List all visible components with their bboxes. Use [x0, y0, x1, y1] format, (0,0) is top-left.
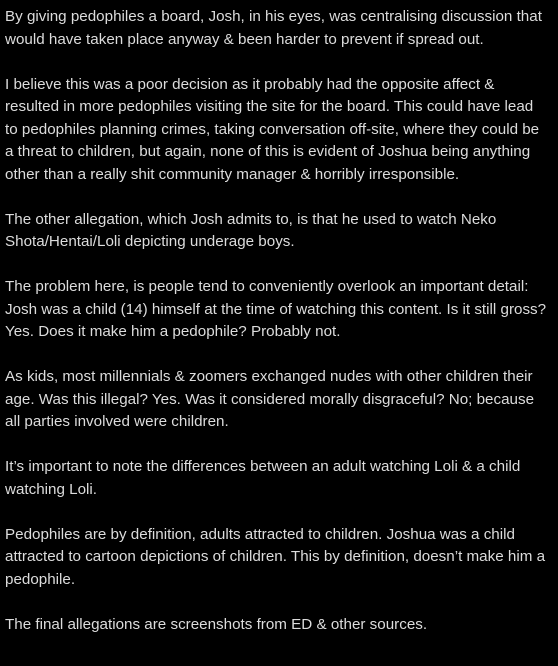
paragraph-5: As kids, most millennials & zoomers exchanged nudes with other children their age. Was this illegal? Yes. Was it considered morally disgraceful? No; because all parties involved were children.	[5, 368, 535, 430]
paragraph-1: By giving pedophiles a board, Josh, in his eyes, was centralising discussion that would have taken place anyway & been harder to prevent if spread out.	[5, 8, 542, 48]
document-body	[5, 6, 548, 636]
paragraph-6: It’s important to note the differences between an adult watching Loli & a child watching Loli.	[5, 458, 521, 498]
paragraph-3: The other allegation, which Josh admits to, is that he used to watch Neko Shota/Hentai/Loli depicting underage boys.	[5, 210, 497, 250]
paragraph-7: Pedophiles are by definition, adults attracted to children. Joshua was a child attracted to cartoon depictions of children. This by definition, doesn’t make him a pedophile.	[5, 525, 546, 588]
paragraph-8: The final allegations are screenshots from ED & other sources.	[5, 615, 428, 633]
paragraph-4: The problem here, is people tend to conveniently overlook an important detail: Josh was a child (14) himself at the time of watching this content. Is it still gross? Yes. Does it make him a pedophile? Probably not.	[5, 278, 547, 340]
paragraph-2: I believe this was a poor decision as it probably had the opposite affect & resulted in more pedophiles visiting the site for the board. This could have lead to pedophiles planning crimes, taking conversation off-site, where they could be a threat to children, but again, none of this is evident of Joshua being anything other than a really shit community manager & horribly irresponsible.	[5, 75, 540, 183]
